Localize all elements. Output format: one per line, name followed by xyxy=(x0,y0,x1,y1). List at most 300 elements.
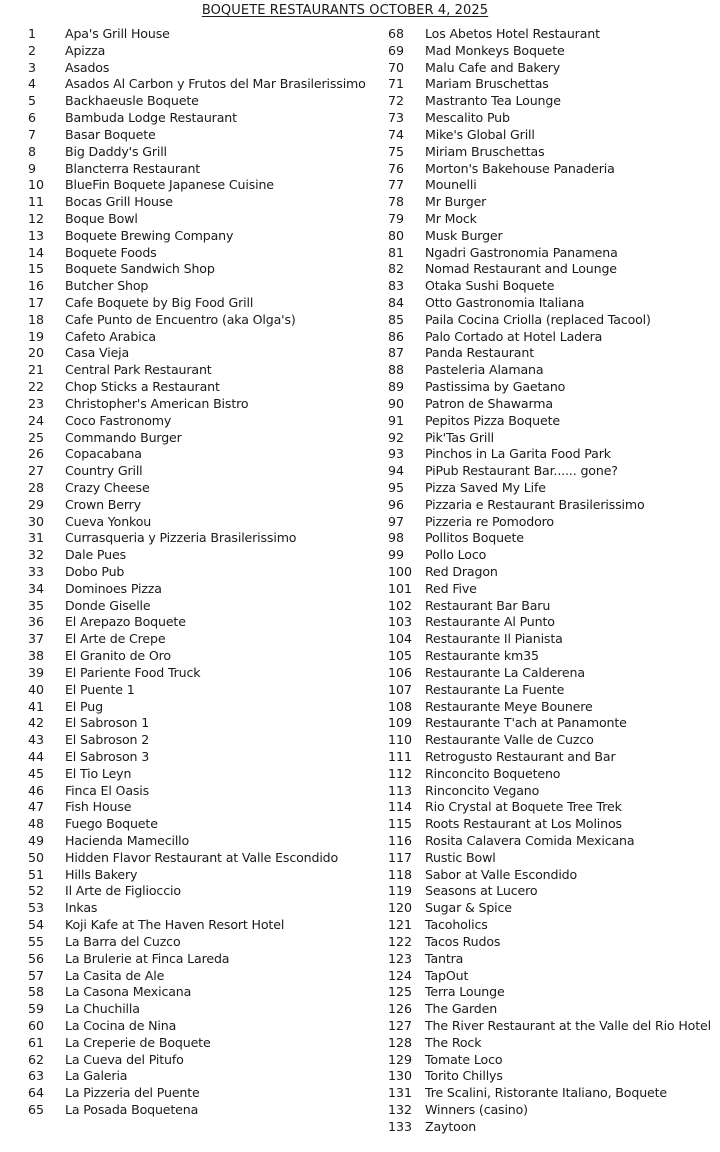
item-number: 89 xyxy=(388,379,405,395)
item-number: 7 xyxy=(28,126,37,142)
list-item xyxy=(388,446,720,463)
list-item xyxy=(28,1102,388,1119)
item-number: 23 xyxy=(28,395,45,411)
list-item xyxy=(28,547,388,564)
restaurant-name: The Garden xyxy=(425,1001,498,1017)
list-item xyxy=(28,564,388,581)
item-number: 109 xyxy=(388,715,413,731)
item-number: 24 xyxy=(28,412,45,428)
list-item xyxy=(388,984,720,1001)
restaurant-name: Tacos Rudos xyxy=(425,933,501,949)
restaurant-name: Rosita Calavera Comida Mexicana xyxy=(425,833,635,848)
list-item xyxy=(28,161,388,178)
restaurant-name: Pizzeria re Pomodoro xyxy=(425,513,554,529)
item-number: 115 xyxy=(388,816,413,832)
restaurant-name: Tacoholics xyxy=(425,917,488,933)
restaurant-name: Seasons at Lucero xyxy=(425,883,538,899)
restaurant-name: El Arte de Crepe xyxy=(65,631,166,647)
restaurant-name: Nomad Restaurant and Lounge xyxy=(425,261,617,277)
list-item xyxy=(28,26,388,43)
item-number: 16 xyxy=(28,278,45,294)
item-number: 87 xyxy=(388,345,405,361)
item-number: 56 xyxy=(28,950,45,966)
item-number: 94 xyxy=(388,463,405,479)
item-number: 117 xyxy=(388,849,413,865)
restaurant-name: Dobo Pub xyxy=(65,564,125,579)
item-number: 45 xyxy=(28,765,45,781)
list-item xyxy=(28,60,388,77)
restaurant-name: Asados Al Carbon y Frutos del Mar Brasilerissimo xyxy=(65,76,366,92)
list-item xyxy=(388,345,720,362)
restaurant-name: Chop Sticks a Restaurant xyxy=(65,379,220,395)
restaurant-name: Hills Bakery xyxy=(65,866,138,882)
restaurant-name: Boquete Brewing Company xyxy=(65,227,234,243)
restaurant-name: Boque Bowl xyxy=(65,210,138,226)
item-number: 1 xyxy=(28,26,37,41)
item-number: 27 xyxy=(28,463,45,479)
list-item xyxy=(28,127,388,144)
list-item xyxy=(28,783,388,800)
item-number: 128 xyxy=(388,1034,413,1050)
restaurant-name: Mounelli xyxy=(425,177,477,193)
item-number: 112 xyxy=(388,765,413,781)
list-item xyxy=(388,581,720,598)
restaurant-name: Red Five xyxy=(425,580,477,596)
list-item xyxy=(388,497,720,514)
item-number: 75 xyxy=(388,143,405,159)
restaurant-name: La Pizzeria del Puente xyxy=(65,1085,200,1101)
restaurant-name: Restaurante La Fuente xyxy=(425,681,565,697)
list-item xyxy=(28,329,388,346)
item-number: 6 xyxy=(28,110,37,126)
restaurant-name: Pollo Loco xyxy=(425,547,487,563)
list-item xyxy=(388,1052,720,1069)
restaurant-name: El Pariente Food Truck xyxy=(65,664,201,680)
list-item xyxy=(28,917,388,934)
list-item xyxy=(388,295,720,312)
restaurant-name: Malu Cafe and Bakery xyxy=(425,59,561,75)
list-item xyxy=(388,783,720,800)
restaurant-name: Apa's Grill House xyxy=(65,26,170,41)
list-item xyxy=(388,1018,720,1035)
item-number: 20 xyxy=(28,345,45,361)
list-item xyxy=(28,177,388,194)
restaurant-name: Otaka Sushi Boquete xyxy=(425,278,555,294)
item-number: 59 xyxy=(28,1001,45,1017)
list-item xyxy=(388,564,720,581)
restaurant-name: The River Restaurant at the Valle del Rio Hotel xyxy=(425,1017,711,1033)
list-item xyxy=(388,144,720,161)
list-item xyxy=(28,648,388,665)
restaurant-name: La Cocina de Nina xyxy=(65,1017,177,1033)
list-item xyxy=(388,76,720,93)
list-item xyxy=(388,396,720,413)
list-item xyxy=(388,312,720,329)
list-item xyxy=(28,833,388,850)
item-number: 107 xyxy=(388,681,413,697)
list-item xyxy=(388,715,720,732)
list-item xyxy=(28,345,388,362)
restaurant-name: Rustic Bowl xyxy=(425,849,496,865)
restaurant-name: Crown Berry xyxy=(65,496,142,512)
list-item xyxy=(28,1085,388,1102)
item-number: 108 xyxy=(388,698,413,714)
list-item xyxy=(388,749,720,766)
restaurant-name: El Sabroson 3 xyxy=(65,748,150,764)
restaurant-name: Mike's Global Grill xyxy=(425,126,535,142)
restaurant-name: Red Dragon xyxy=(425,564,498,579)
item-number: 60 xyxy=(28,1017,45,1033)
item-number: 12 xyxy=(28,210,45,226)
list-item xyxy=(388,228,720,245)
item-number: 116 xyxy=(388,833,413,848)
item-number: 47 xyxy=(28,799,45,815)
item-number: 114 xyxy=(388,799,413,815)
item-number: 71 xyxy=(388,76,405,92)
restaurant-list-left xyxy=(28,26,388,1119)
list-item xyxy=(28,211,388,228)
item-number: 19 xyxy=(28,328,45,344)
list-item xyxy=(28,76,388,93)
restaurant-name: Backhaeusle Boquete xyxy=(65,93,199,109)
restaurant-name: La Galeria xyxy=(65,1068,128,1084)
item-number: 41 xyxy=(28,698,45,714)
item-number: 92 xyxy=(388,429,405,445)
restaurant-name: Tantra xyxy=(425,950,464,966)
item-number: 77 xyxy=(388,177,405,193)
list-item xyxy=(388,480,720,497)
restaurant-name: La Posada Boquetena xyxy=(65,1102,199,1117)
list-item xyxy=(28,699,388,716)
restaurant-name: Bambuda Lodge Restaurant xyxy=(65,110,237,126)
list-item xyxy=(28,430,388,447)
restaurant-name: Commando Burger xyxy=(65,429,182,445)
list-item xyxy=(28,581,388,598)
restaurant-name: Hacienda Mamecillo xyxy=(65,833,190,848)
restaurant-name: Restaurante km35 xyxy=(425,648,539,664)
restaurant-name: La Brulerie at Finca Lareda xyxy=(65,950,230,966)
list-item xyxy=(28,1018,388,1035)
restaurant-name: Pinchos in La Garita Food Park xyxy=(425,446,611,462)
restaurant-name: Basar Boquete xyxy=(65,126,156,142)
list-item xyxy=(28,665,388,682)
restaurant-name: Tre Scalini, Ristorante Italiano, Boquete xyxy=(425,1085,668,1101)
item-number: 93 xyxy=(388,446,405,462)
restaurant-name: La Chuchilla xyxy=(65,1001,140,1017)
list-item xyxy=(28,144,388,161)
item-number: 25 xyxy=(28,429,45,445)
restaurant-name: PiPub Restaurant Bar...... gone? xyxy=(425,463,618,479)
list-item xyxy=(28,278,388,295)
restaurant-name: Christopher's American Bistro xyxy=(65,395,249,411)
list-item xyxy=(388,598,720,615)
restaurant-name: Pastissima by Gaetano xyxy=(425,379,566,395)
item-number: 96 xyxy=(388,496,405,512)
item-number: 61 xyxy=(28,1034,45,1050)
item-number: 51 xyxy=(28,866,45,882)
item-number: 80 xyxy=(388,227,405,243)
item-number: 2 xyxy=(28,42,37,58)
item-number: 123 xyxy=(388,950,413,966)
item-number: 33 xyxy=(28,564,45,579)
restaurant-name: Torito Chillys xyxy=(425,1068,503,1084)
restaurant-name: La Casita de Ale xyxy=(65,967,165,983)
item-number: 42 xyxy=(28,715,45,731)
item-number: 69 xyxy=(388,42,405,58)
list-item xyxy=(28,850,388,867)
item-number: 10 xyxy=(28,177,45,193)
item-number: 111 xyxy=(388,748,413,764)
item-number: 28 xyxy=(28,479,45,495)
item-number: 26 xyxy=(28,446,45,462)
item-number: 11 xyxy=(28,194,45,210)
list-item xyxy=(388,951,720,968)
restaurant-name: Dale Pues xyxy=(65,547,126,563)
item-number: 122 xyxy=(388,933,413,949)
list-item xyxy=(28,43,388,60)
list-item xyxy=(388,682,720,699)
list-item xyxy=(28,110,388,127)
restaurant-name: Restaurante T'ach at Panamonte xyxy=(425,715,627,731)
restaurant-name: Boquete Sandwich Shop xyxy=(65,261,215,277)
list-item xyxy=(388,60,720,77)
list-item xyxy=(388,1085,720,1102)
list-item xyxy=(388,194,720,211)
item-number: 30 xyxy=(28,513,45,529)
list-item xyxy=(28,312,388,329)
restaurant-name: Mariam Bruschettas xyxy=(425,76,549,92)
restaurant-name: Casa Vieja xyxy=(65,345,130,361)
list-item xyxy=(388,413,720,430)
list-item xyxy=(28,379,388,396)
restaurant-name: Pollitos Boquete xyxy=(425,530,524,546)
item-number: 70 xyxy=(388,59,405,75)
restaurant-name: Crazy Cheese xyxy=(65,479,150,495)
item-number: 130 xyxy=(388,1068,413,1084)
list-item xyxy=(388,883,720,900)
item-number: 102 xyxy=(388,597,413,613)
list-item xyxy=(388,362,720,379)
list-item xyxy=(388,261,720,278)
restaurant-name: Butcher Shop xyxy=(65,278,149,294)
list-item xyxy=(28,1001,388,1018)
item-number: 91 xyxy=(388,412,405,428)
list-item xyxy=(388,430,720,447)
restaurant-name: Finca El Oasis xyxy=(65,782,150,798)
list-item xyxy=(388,732,720,749)
item-number: 90 xyxy=(388,395,405,411)
restaurant-name: Pizza Saved My Life xyxy=(425,479,546,495)
restaurant-name: Big Daddy's Grill xyxy=(65,143,167,159)
item-number: 131 xyxy=(388,1085,413,1101)
list-item xyxy=(28,497,388,514)
page-title-text: BOQUETE RESTAURANTS OCTOBER 4, 2025 xyxy=(201,3,489,18)
item-number: 121 xyxy=(388,917,413,933)
item-number: 132 xyxy=(388,1102,413,1117)
restaurant-name: La Barra del Cuzco xyxy=(65,933,181,949)
list-item xyxy=(28,715,388,732)
item-number: 53 xyxy=(28,900,45,916)
restaurant-name: Copacabana xyxy=(65,446,142,462)
list-item xyxy=(388,917,720,934)
item-number: 105 xyxy=(388,648,413,664)
restaurant-name: Coco Fastronomy xyxy=(65,412,172,428)
item-number: 13 xyxy=(28,227,45,243)
restaurant-name: El Tio Leyn xyxy=(65,765,132,781)
list-item xyxy=(388,1068,720,1085)
item-number: 4 xyxy=(28,76,37,92)
list-item xyxy=(28,1068,388,1085)
list-item xyxy=(388,934,720,951)
list-item xyxy=(28,766,388,783)
restaurant-name: Palo Cortado at Hotel Ladera xyxy=(425,328,603,344)
list-item xyxy=(28,514,388,531)
item-number: 124 xyxy=(388,967,413,983)
list-item xyxy=(28,245,388,262)
item-number: 38 xyxy=(28,648,45,664)
list-item xyxy=(388,278,720,295)
item-number: 58 xyxy=(28,984,45,1000)
item-number: 21 xyxy=(28,362,45,378)
item-number: 73 xyxy=(388,110,405,126)
restaurant-name: Miriam Bruschettas xyxy=(425,143,545,159)
list-item xyxy=(388,379,720,396)
restaurant-name: Il Arte de Figlioccio xyxy=(65,883,181,899)
list-item xyxy=(388,110,720,127)
restaurant-name: Musk Burger xyxy=(425,227,503,243)
page-title xyxy=(0,3,690,18)
restaurant-name: Roots Restaurant at Los Molinos xyxy=(425,816,622,832)
list-item xyxy=(388,211,720,228)
restaurant-name: Pizzaria e Restaurant Brasilerissimo xyxy=(425,496,645,512)
list-item xyxy=(388,816,720,833)
item-number: 36 xyxy=(28,614,45,630)
item-number: 97 xyxy=(388,513,405,529)
list-item xyxy=(388,766,720,783)
list-item xyxy=(28,799,388,816)
restaurant-name: Mr Burger xyxy=(425,194,487,210)
list-item xyxy=(388,329,720,346)
restaurant-name: Bocas Grill House xyxy=(65,194,173,210)
list-item xyxy=(388,900,720,917)
list-item xyxy=(388,127,720,144)
item-number: 81 xyxy=(388,244,405,260)
item-number: 99 xyxy=(388,547,405,563)
restaurant-name: Otto Gastronomia Italiana xyxy=(425,295,585,310)
restaurant-name: TapOut xyxy=(425,967,469,983)
item-number: 88 xyxy=(388,362,405,378)
item-number: 8 xyxy=(28,143,37,159)
list-item xyxy=(28,261,388,278)
item-number: 32 xyxy=(28,547,45,563)
restaurant-name: Cafe Boquete by Big Food Grill xyxy=(65,295,254,310)
list-item xyxy=(388,177,720,194)
restaurant-name: Fish House xyxy=(65,799,132,815)
restaurant-name: Restaurante La Calderena xyxy=(425,664,585,680)
restaurant-name: Rio Crystal at Boquete Tree Trek xyxy=(425,799,622,815)
item-number: 9 xyxy=(28,160,37,176)
list-item xyxy=(28,934,388,951)
restaurant-name: BlueFin Boquete Japanese Cuisine xyxy=(65,177,274,193)
item-number: 83 xyxy=(388,278,405,294)
list-item xyxy=(388,161,720,178)
list-item xyxy=(28,732,388,749)
item-number: 15 xyxy=(28,261,45,277)
list-item xyxy=(28,682,388,699)
restaurant-name: Currasqueria y Pizzeria Brasilerissimo xyxy=(65,530,297,546)
item-number: 84 xyxy=(388,295,405,310)
item-number: 106 xyxy=(388,664,413,680)
list-item xyxy=(28,631,388,648)
list-item xyxy=(28,951,388,968)
list-item xyxy=(388,833,720,850)
item-number: 64 xyxy=(28,1085,45,1101)
list-item xyxy=(28,530,388,547)
list-item xyxy=(28,816,388,833)
restaurant-name: Mr Mock xyxy=(425,210,477,226)
item-number: 22 xyxy=(28,379,45,395)
item-number: 129 xyxy=(388,1051,413,1067)
item-number: 57 xyxy=(28,967,45,983)
list-item xyxy=(388,1001,720,1018)
list-item xyxy=(28,396,388,413)
item-number: 29 xyxy=(28,496,45,512)
restaurant-name: Sabor at Valle Escondido xyxy=(425,866,578,882)
item-number: 104 xyxy=(388,631,413,647)
item-number: 63 xyxy=(28,1068,45,1084)
restaurant-name: El Sabroson 2 xyxy=(65,732,150,748)
item-number: 120 xyxy=(388,900,413,916)
item-number: 110 xyxy=(388,732,413,748)
list-item xyxy=(28,480,388,497)
restaurant-name: Pepitos Pizza Boquete xyxy=(425,412,560,428)
item-number: 126 xyxy=(388,1001,413,1017)
restaurant-name: El Pug xyxy=(65,698,103,714)
item-number: 14 xyxy=(28,244,45,260)
restaurant-name: Sugar & Spice xyxy=(425,900,512,916)
list-item xyxy=(28,968,388,985)
restaurant-name: Pik'Tas Grill xyxy=(425,429,494,445)
restaurant-name: Apizza xyxy=(65,42,106,58)
list-item xyxy=(388,43,720,60)
list-item xyxy=(28,228,388,245)
restaurant-name: Mastranto Tea Lounge xyxy=(425,93,561,109)
restaurant-name: Los Abetos Hotel Restaurant xyxy=(425,26,600,41)
restaurant-name: Cafeto Arabica xyxy=(65,328,156,344)
restaurant-name: Restaurante Valle de Cuzco xyxy=(425,732,594,748)
list-item xyxy=(28,463,388,480)
restaurant-list-right xyxy=(388,26,720,1136)
item-number: 37 xyxy=(28,631,45,647)
restaurant-name: Blancterra Restaurant xyxy=(65,160,201,176)
item-number: 68 xyxy=(388,26,405,41)
list-item xyxy=(388,547,720,564)
list-item xyxy=(28,984,388,1001)
restaurant-name: The Rock xyxy=(425,1034,482,1050)
list-item xyxy=(388,93,720,110)
list-item xyxy=(28,900,388,917)
list-item xyxy=(28,1052,388,1069)
item-number: 95 xyxy=(388,479,405,495)
restaurant-name: Restaurante Meye Bounere xyxy=(425,698,593,714)
restaurant-name: Winners (casino) xyxy=(425,1102,528,1117)
item-number: 5 xyxy=(28,93,37,109)
item-number: 35 xyxy=(28,597,45,613)
item-number: 17 xyxy=(28,295,45,310)
item-number: 127 xyxy=(388,1017,413,1033)
restaurant-name: Dominoes Pizza xyxy=(65,580,162,596)
item-number: 118 xyxy=(388,866,413,882)
